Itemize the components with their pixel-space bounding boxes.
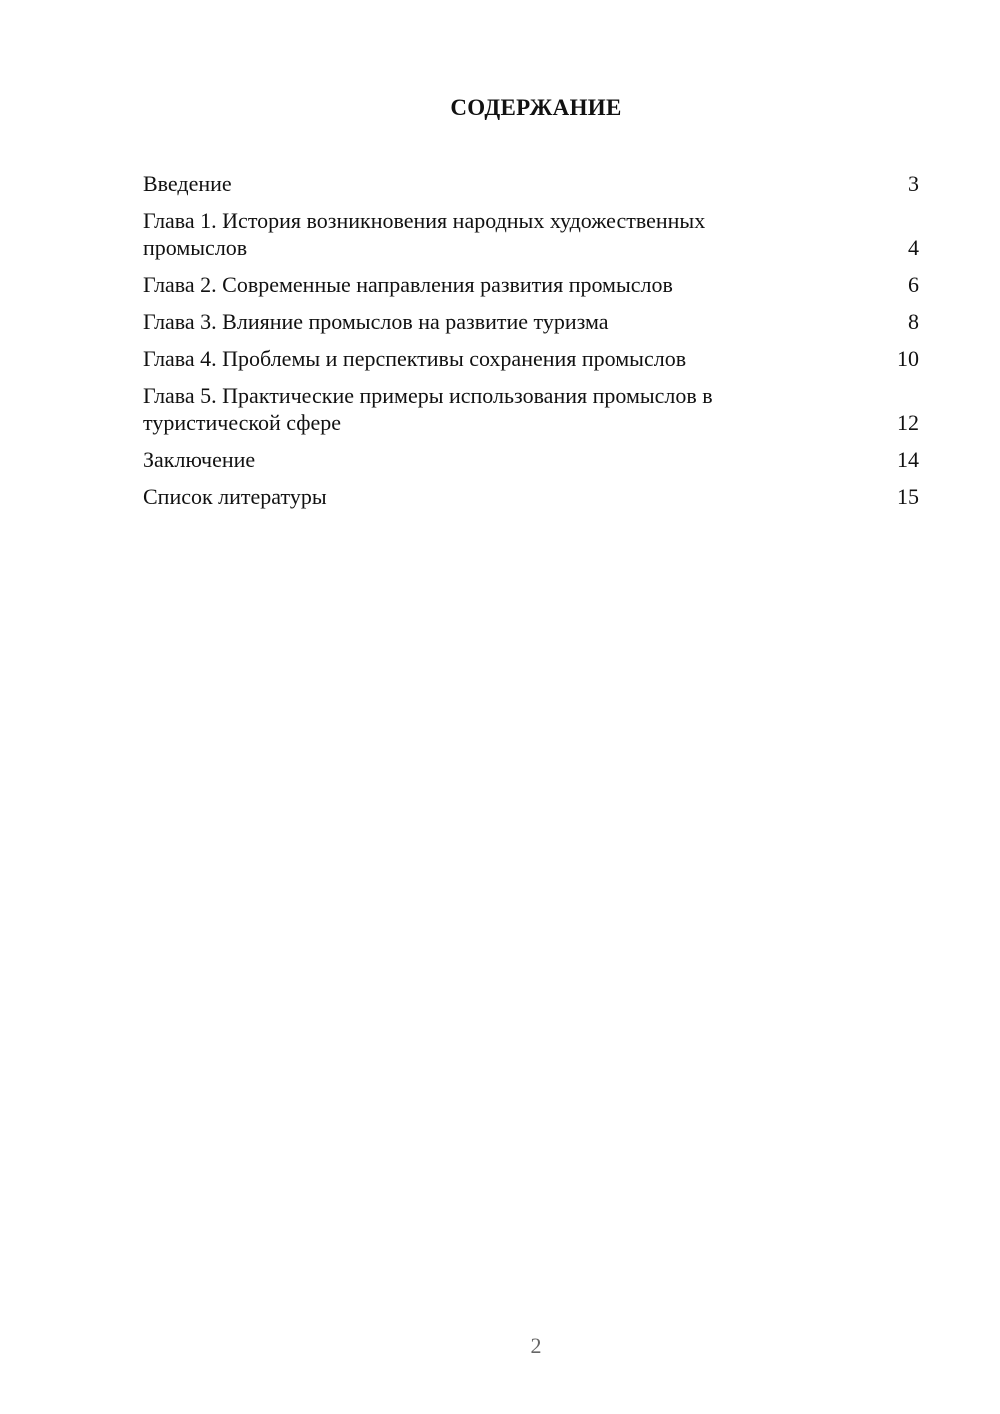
toc-entry-page: 15 [897, 484, 919, 509]
toc-entry-title: Заключение [143, 447, 256, 472]
toc-entry-page: 6 [908, 272, 919, 297]
toc-entry-title: Глава 2. Современные направления развития промыслов [143, 272, 673, 297]
toc-entry-page: 8 [908, 309, 919, 334]
toc-entry-title: Введение [143, 171, 232, 196]
toc-entry [143, 446, 919, 473]
table-of-contents [143, 170, 919, 520]
toc-entry-title: Список литературы [143, 484, 327, 509]
toc-entry-page: 4 [908, 235, 919, 260]
toc-entry-page: 12 [897, 410, 919, 435]
toc-entry-title: Глава 1. История возникновения народных художественных промыслов [143, 208, 706, 260]
toc-entry-title: Глава 5. Практические примеры использования промыслов в туристической сфере [143, 383, 713, 435]
toc-entry [143, 271, 919, 298]
toc-entry-title: Глава 3. Влияние промыслов на развитие туризма [143, 309, 609, 334]
toc-entry [143, 382, 919, 436]
page-number: 2 [530, 1333, 542, 1358]
toc-entry-page: 14 [897, 447, 919, 472]
toc-entry [143, 483, 919, 510]
toc-entry [143, 170, 919, 197]
toc-entry-title: Глава 4. Проблемы и перспективы сохранения промыслов [143, 346, 687, 371]
toc-entry-page: 3 [908, 171, 919, 196]
toc-heading: СОДЕРЖАНИЕ [450, 95, 622, 120]
toc-entry [143, 345, 919, 372]
toc-entry [143, 308, 919, 335]
toc-entry [143, 207, 919, 261]
toc-entry-page: 10 [897, 346, 919, 371]
